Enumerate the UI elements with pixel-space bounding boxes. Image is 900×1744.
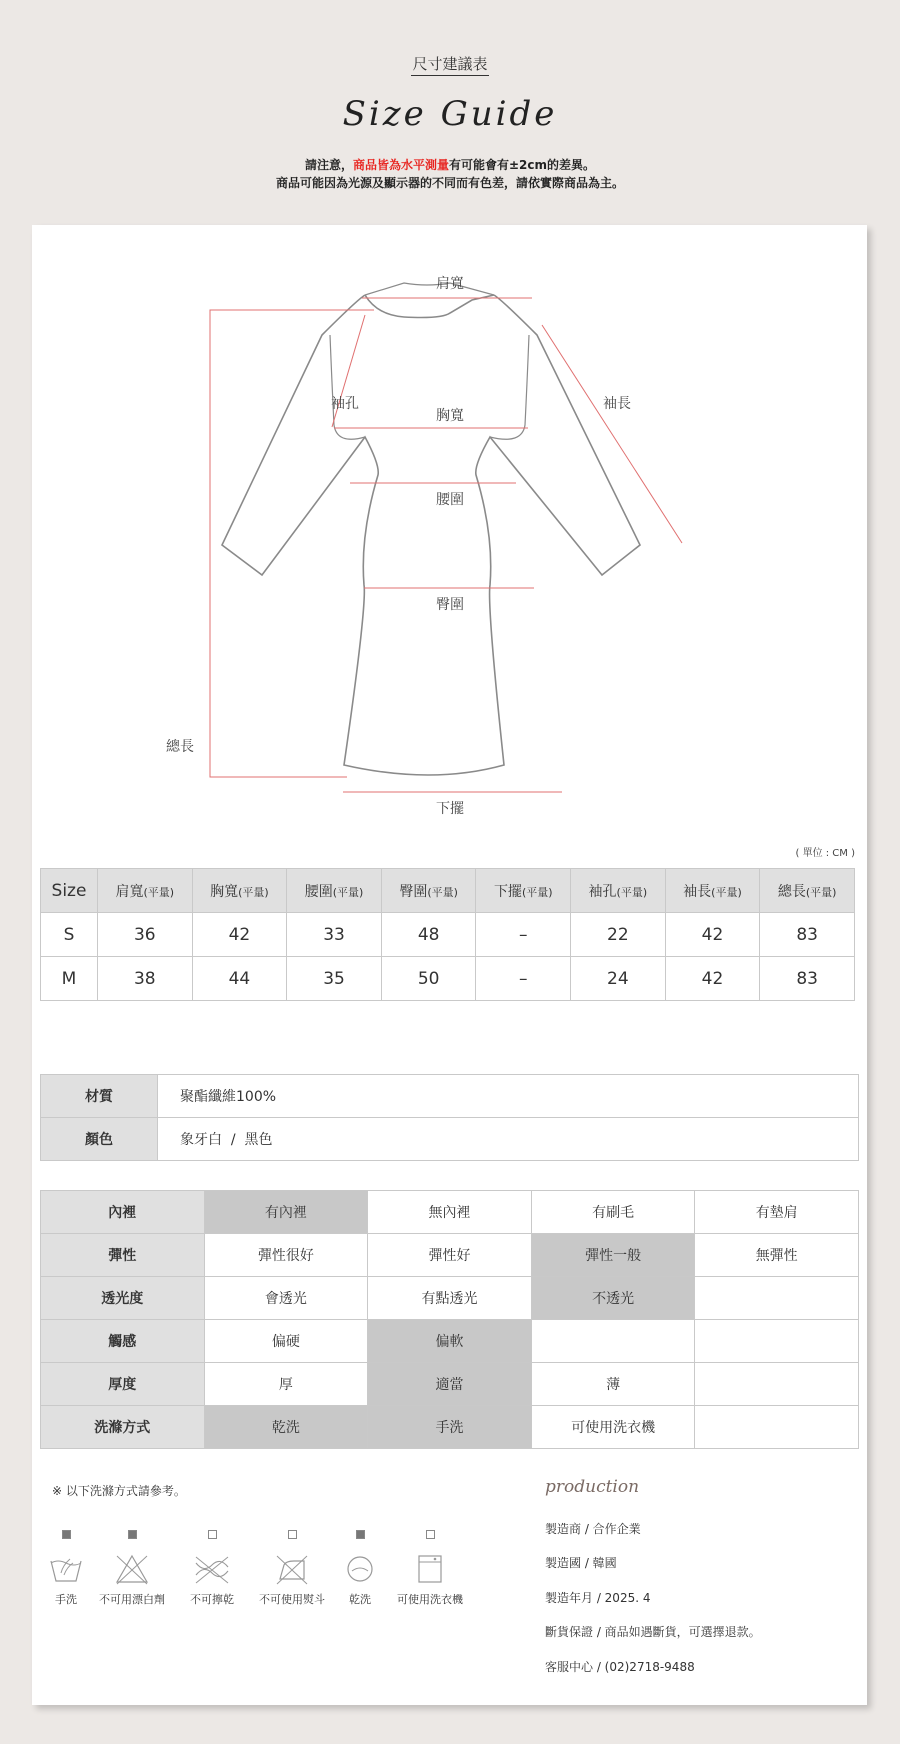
sleeve-line: [542, 325, 682, 543]
dress-collar-top: [365, 283, 494, 295]
attribute-row: [41, 1234, 859, 1277]
attribute-option: 薄: [531, 1363, 695, 1406]
attribute-option: 厚: [204, 1363, 368, 1406]
dress-measurement-diagram: [32, 225, 867, 825]
attribute-option: 可使用洗衣機: [531, 1406, 695, 1449]
value-cell: 44: [192, 957, 287, 1001]
page-header: [0, 0, 900, 220]
label-length: 總長: [166, 739, 194, 755]
attribute-label: 觸感: [41, 1320, 205, 1363]
production-customer-service: 客服中心 / (02)2718-9488: [545, 1660, 695, 1674]
size-cell: M: [41, 957, 98, 1001]
attribute-option: 偏硬: [204, 1320, 368, 1363]
label-chest: 胸寬: [436, 408, 464, 424]
dress-armhole-left: [330, 335, 365, 439]
header-chest: 胸寬(平量): [192, 869, 287, 913]
material-row: [41, 1075, 859, 1118]
wash-item-no-wring: [182, 1530, 242, 1607]
attribute-option: 乾洗: [204, 1406, 368, 1449]
attribute-option: [695, 1320, 859, 1363]
attribute-option: 偏軟: [368, 1320, 532, 1363]
production-maker: 製造商 / 合作企業: [545, 1522, 641, 1536]
header-shoulder: 肩寬(平量): [98, 869, 193, 913]
attribute-option: 有墊肩: [695, 1191, 859, 1234]
attribute-option: 有內裡: [204, 1191, 368, 1234]
attribute-option: 彈性很好: [204, 1234, 368, 1277]
label-armhole: 袖孔: [331, 396, 359, 412]
attribute-label: 內裡: [41, 1191, 205, 1234]
wash-checkbox: [426, 1530, 435, 1539]
value-cell: 42: [665, 957, 760, 1001]
dress-armhole-right: [490, 335, 529, 439]
attribute-option: 彈性好: [368, 1234, 532, 1277]
label-hip: 臀圍: [436, 597, 464, 613]
value-cell: 38: [98, 957, 193, 1001]
attribute-row: [41, 1191, 859, 1234]
wash-label: 不可用漂白劑: [99, 1593, 165, 1606]
wash-checkbox: [356, 1530, 365, 1539]
value-cell: –: [476, 913, 571, 957]
attribute-label: 厚度: [41, 1363, 205, 1406]
attribute-option: 有刷毛: [531, 1191, 695, 1234]
value-cell: 48: [381, 913, 476, 957]
unit-label: ( 單位 : CM ): [795, 848, 855, 859]
wash-note: ※ 以下洗滌方式請參考。: [52, 1484, 186, 1498]
dry-clean-icon: [344, 1553, 376, 1585]
value-cell: 42: [192, 913, 287, 957]
color-value: 象牙白 / 黑色: [158, 1118, 859, 1161]
size-chart-title: 尺寸建議表: [0, 53, 900, 74]
wash-checkbox: [62, 1530, 71, 1539]
attribute-option: 適當: [368, 1363, 532, 1406]
value-cell: 83: [760, 913, 855, 957]
attribute-option: 不透光: [531, 1277, 695, 1320]
value-cell: 22: [571, 913, 666, 957]
attribute-option: [695, 1363, 859, 1406]
attribute-label: 洗滌方式: [41, 1406, 205, 1449]
measurement-note: 請注意，商品皆為水平測量有可能會有±2cm的差異。: [304, 158, 596, 172]
wash-item-hand-wash: [46, 1530, 86, 1607]
attribute-option: 彈性一般: [531, 1234, 695, 1277]
size-guide-card: [32, 225, 867, 1705]
attribute-option: [695, 1277, 859, 1320]
size-table: [40, 868, 855, 1001]
attribute-label: 透光度: [41, 1277, 205, 1320]
length-line: [210, 310, 374, 777]
production-date: 製造年月 / 2025. 4: [545, 1591, 651, 1605]
wash-item-no-iron: [254, 1530, 330, 1607]
size-guide-title: Size Guide: [342, 94, 558, 134]
wash-item-dry-clean: [342, 1530, 378, 1607]
material-value: 聚酯纖維100%: [158, 1075, 859, 1118]
attribute-option: [531, 1320, 695, 1363]
material-label: 材質: [41, 1075, 158, 1118]
dress-outline: [222, 295, 640, 775]
size-cell: S: [41, 913, 98, 957]
header-hip: 臀圍(平量): [381, 869, 476, 913]
production-title: production: [545, 1477, 640, 1497]
label-sleeve: 袖長: [603, 396, 631, 412]
color-note: 商品可能因為光源及顯示器的不同而有色差，請依實際商品為主。: [275, 176, 624, 190]
color-row: [41, 1118, 859, 1161]
label-waist: 腰圍: [436, 492, 464, 508]
value-cell: 36: [98, 913, 193, 957]
attribute-option: 有點透光: [368, 1277, 532, 1320]
value-cell: 33: [287, 913, 382, 957]
wash-label: 不可擰乾: [190, 1593, 234, 1606]
production-out-of-stock: 斷貨保證 / 商品如遇斷貨，可選擇退款。: [545, 1625, 761, 1639]
washing-machine-icon: [415, 1553, 445, 1585]
attribute-option: 無彈性: [695, 1234, 859, 1277]
fabric-attribute-table: [40, 1190, 859, 1449]
production-country: 製造國 / 韓國: [545, 1556, 617, 1570]
attribute-row: [41, 1406, 859, 1449]
header-waist: 腰圍(平量): [287, 869, 382, 913]
attribute-row: [41, 1363, 859, 1406]
value-cell: 50: [381, 957, 476, 1001]
header-length: 總長(平量): [760, 869, 855, 913]
wash-checkbox: [128, 1530, 137, 1539]
value-cell: 24: [571, 957, 666, 1001]
wash-label: 可使用洗衣機: [397, 1593, 463, 1606]
attribute-option: 無內裡: [368, 1191, 532, 1234]
size-header-cell: Size: [41, 869, 98, 913]
attribute-option: 手洗: [368, 1406, 532, 1449]
attribute-option: 會透光: [204, 1277, 368, 1320]
material-table: [40, 1074, 859, 1161]
label-hem: 下擺: [436, 801, 464, 817]
size-table-header: [41, 869, 855, 913]
wash-label: 乾洗: [349, 1593, 371, 1606]
value-cell: 35: [287, 957, 382, 1001]
header-armhole: 袖孔(平量): [571, 869, 666, 913]
wash-label: 手洗: [55, 1593, 77, 1606]
attribute-option: [695, 1406, 859, 1449]
attribute-label: 彈性: [41, 1234, 205, 1277]
attribute-row: [41, 1320, 859, 1363]
wash-checkbox: [208, 1530, 217, 1539]
no-bleach-icon: [114, 1553, 150, 1585]
measurement-note-highlight: 商品皆為水平測量: [352, 158, 449, 172]
header-hem: 下擺(平量): [476, 869, 571, 913]
wash-checkbox: [288, 1530, 297, 1539]
value-cell: 42: [665, 913, 760, 957]
attribute-row: [41, 1277, 859, 1320]
value-cell: –: [476, 957, 571, 1001]
no-wring-icon: [192, 1553, 232, 1585]
header-sleeve: 袖長(平量): [665, 869, 760, 913]
table-row: [41, 913, 855, 957]
wash-label: 不可使用熨斗: [259, 1593, 325, 1606]
no-iron-icon: [274, 1553, 310, 1585]
value-cell: 83: [760, 957, 855, 1001]
hand-wash-icon: [48, 1553, 84, 1585]
color-label: 顏色: [41, 1118, 158, 1161]
wash-item-no-bleach: [94, 1530, 170, 1607]
label-shoulder: 肩寬: [436, 276, 464, 292]
table-row: [41, 957, 855, 1001]
wash-item-washing-machine: [390, 1530, 470, 1607]
